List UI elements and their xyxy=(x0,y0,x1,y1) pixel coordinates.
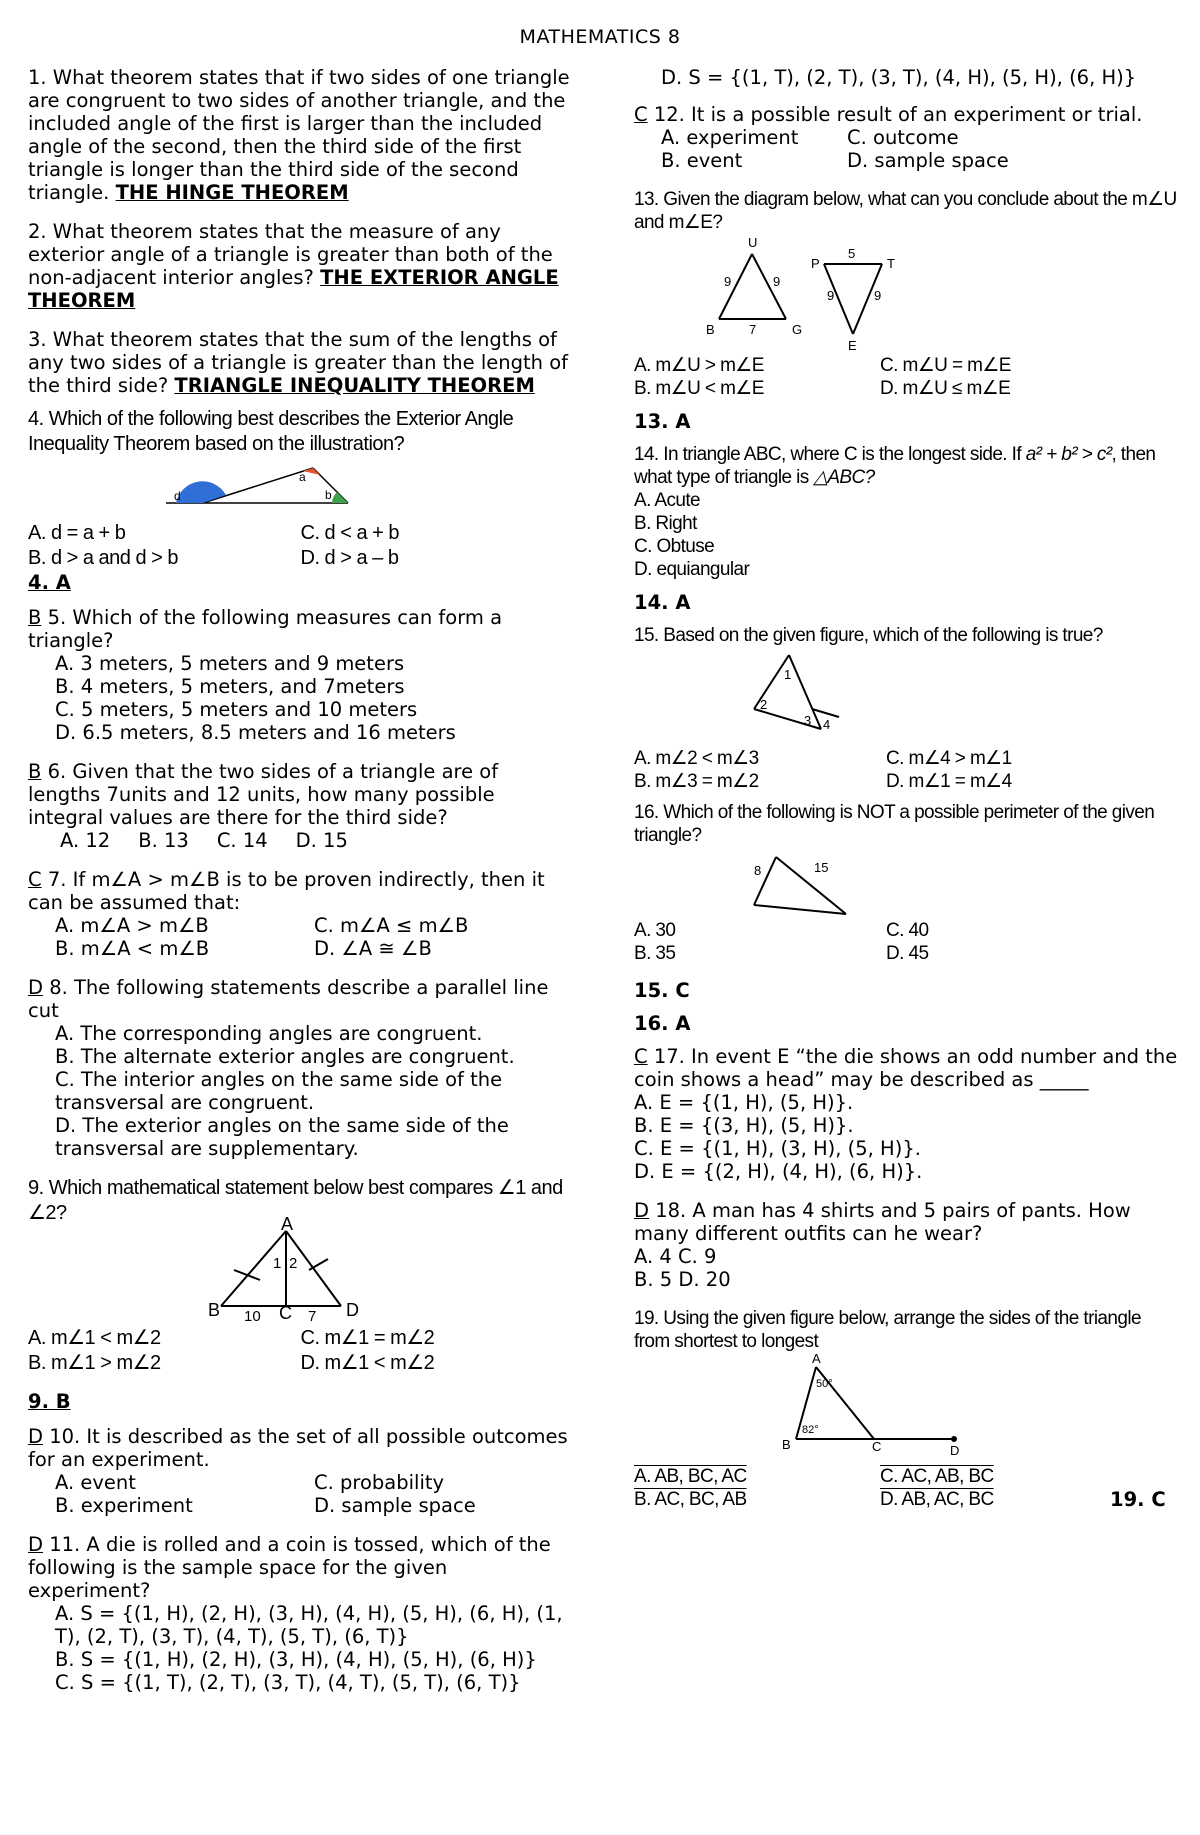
option-c: C. AC, AB, BC xyxy=(880,1466,994,1487)
angle-3-label: 3 xyxy=(804,713,812,728)
option-a: A. m∠2 < m∠3 xyxy=(634,748,759,769)
question-7-key: C xyxy=(28,868,42,891)
question-11 xyxy=(28,1533,573,1694)
option-c: C. d < a + b xyxy=(300,522,400,544)
question-16-options xyxy=(634,919,1179,965)
question-14-text-a: 14. In triangle ABC, where C is the longest side. If xyxy=(634,444,1026,465)
question-13 xyxy=(634,188,1179,433)
question-12-text: 12. It is a possible result of an experiment or trial. xyxy=(647,103,1143,126)
option-c: C. outcome xyxy=(847,126,959,149)
side-8-label: 8 xyxy=(754,863,762,878)
question-14-text-b: , then what type of triangle is xyxy=(634,444,1156,488)
option-c: C. The interior angles on the same side of the transversal are congruent. xyxy=(55,1068,503,1114)
question-8-text: 8. The following statements describe a parallel line cut xyxy=(28,976,549,1022)
option-b-d: B. 5 D. 20 xyxy=(634,1268,731,1291)
option-a: A. m∠U > m∠E xyxy=(634,355,764,376)
option-b: B. m∠3 = m∠2 xyxy=(634,771,759,792)
question-17 xyxy=(634,1045,1179,1183)
vertex-c-label: C xyxy=(279,1303,292,1323)
angle-82-label: 82° xyxy=(802,1424,819,1436)
option-b: B. 35 xyxy=(634,943,676,964)
triangle-sides-figure xyxy=(634,1353,1179,1465)
question-4-text: 4. Which of the following best describes the Exterior Angle Inequality Theorem based on the illustration? xyxy=(28,408,514,455)
vertex-p-label: P xyxy=(811,256,820,271)
question-19 xyxy=(634,1307,1179,1511)
option-a: A. E = {(1, H), (5, H)}. xyxy=(634,1091,854,1114)
option-c: C. Obtuse xyxy=(634,536,715,557)
question-4 xyxy=(28,407,573,594)
question-6-key: B xyxy=(28,760,42,783)
question-3 xyxy=(28,328,573,397)
option-b: B. experiment xyxy=(55,1494,193,1517)
question-18 xyxy=(634,1199,1179,1291)
label-a: a xyxy=(299,470,306,484)
option-d: D. sample space xyxy=(314,1494,476,1517)
option-d: D. sample space xyxy=(847,149,1009,172)
option-b: B. event xyxy=(661,149,743,172)
question-9-text: 9. Which mathematical statement below best compares ∠1 and ∠2? xyxy=(28,1177,563,1224)
option-a: A. m∠1 < m∠2 xyxy=(28,1327,161,1349)
question-12 xyxy=(634,103,1179,172)
option-d: D. E = {(2, H), (4, H), (6, H)}. xyxy=(634,1160,923,1183)
angle-1-label: 1 xyxy=(273,1255,282,1272)
option-b: B. m∠1 > m∠2 xyxy=(28,1352,161,1374)
question-8-key: D xyxy=(28,976,44,999)
option-a: A. 12 xyxy=(60,829,111,852)
option-b: B. m∠U < m∠E xyxy=(634,378,764,399)
question-9-answer: 9. B xyxy=(28,1390,71,1413)
question-15-options xyxy=(634,747,1179,793)
question-10 xyxy=(28,1425,573,1517)
page-title: MATHEMATICS 8 xyxy=(519,26,681,48)
vertex-u-label: U xyxy=(748,235,758,250)
question-18-text: 18. A man has 4 shirts and 5 pairs of pants. How many different outfits can he wear? xyxy=(634,1199,1131,1245)
side-9-left-label: 9 xyxy=(724,274,732,289)
question-3-text: 3. What theorem states that the sum of the lengths of any two sides of a triangle is greater than the length of the third side? xyxy=(28,328,569,397)
angle-1-label: 1 xyxy=(784,667,792,682)
side-9-b-label: 9 xyxy=(874,288,882,303)
question-3-answer: TRIANGLE INEQUALITY THEOREM xyxy=(174,374,535,397)
option-d: D. equiangular xyxy=(634,559,750,580)
option-b: B. S = {(1, H), (2, H), (3, H), (4, H), (5, H), (6, H)} xyxy=(55,1648,537,1671)
question-11-text: 11. A die is rolled and a coin is tossed, which of the following is the sample space for the given experiment? xyxy=(28,1533,551,1602)
vertex-e-label: E xyxy=(848,338,857,353)
question-7-text: 7. If m∠A > m∠B is to be proven indirectly, then it can be assumed that: xyxy=(28,868,545,914)
question-14-text xyxy=(634,443,1179,489)
option-c: C. m∠U = m∠E xyxy=(880,355,1011,376)
question-5-text: 5. Which of the following measures can form a triangle? xyxy=(28,606,503,652)
question-2 xyxy=(28,220,573,312)
option-d: D. d > a – b xyxy=(300,547,399,569)
option-d: D. 45 xyxy=(886,943,929,964)
question-17-key: C xyxy=(634,1045,648,1068)
segment-10-label: 10 xyxy=(244,1308,261,1325)
vertex-b-label: B xyxy=(208,1300,221,1320)
question-13-options xyxy=(634,354,1179,400)
option-d: D. m∠1 = m∠4 xyxy=(886,771,1012,792)
option-d: D. 6.5 meters, 8.5 meters and 16 meters xyxy=(55,721,456,744)
option-a: A. d = a + b xyxy=(28,522,126,544)
two-triangles-figure xyxy=(634,234,1179,354)
angle-b-marker xyxy=(332,492,348,503)
option-c: C. 5 meters, 5 meters and 10 meters xyxy=(55,698,418,721)
option-d: D. ∠A ≅ ∠B xyxy=(314,937,432,960)
question-11-option-d xyxy=(661,66,1179,89)
option-d: D. m∠1 < m∠2 xyxy=(300,1352,435,1374)
question-11-key: D xyxy=(28,1533,44,1556)
question-9 xyxy=(28,1176,573,1413)
question-12-key: C xyxy=(634,103,648,126)
question-19-options xyxy=(634,1465,1070,1511)
question-16-text: 16. Which of the following is NOT a possible perimeter of the given triangle? xyxy=(634,802,1155,846)
question-14-formula-c: c² xyxy=(1096,444,1112,465)
question-14-options xyxy=(634,489,1179,581)
left-column xyxy=(28,66,573,1710)
side-9-right-label: 9 xyxy=(773,274,781,289)
question-17-text: 17. In event E “the die shows an odd number and the coin shows a head” may be described as _____ xyxy=(634,1045,1178,1091)
vertex-b-label: B xyxy=(706,322,715,337)
question-14 xyxy=(634,443,1179,614)
question-13-answer: 13. A xyxy=(634,410,691,433)
option-a: A. event xyxy=(55,1471,136,1494)
side-9-a-label: 9 xyxy=(827,288,835,303)
option-c: C. m∠4 > m∠1 xyxy=(886,748,1012,769)
right-column xyxy=(634,66,1179,1527)
option-b: B. 13 xyxy=(138,829,189,852)
label-d: d xyxy=(174,489,181,503)
option-a: A. AB, BC, AC xyxy=(634,1466,747,1487)
option-c: C. m∠1 = m∠2 xyxy=(300,1327,435,1349)
option-c: C. m∠A ≤ m∠B xyxy=(314,914,469,937)
exterior-angle-figure xyxy=(28,457,573,513)
side-7-label: 7 xyxy=(749,322,757,337)
vertex-b-label: B xyxy=(782,1437,791,1452)
question-10-key: D xyxy=(28,1425,44,1448)
option-a: A. m∠A > m∠B xyxy=(55,914,209,937)
question-6-text: 6. Given that the two sides of a triangle are of lengths 7units and 12 units, how many possible integral values are there for the third side? xyxy=(28,760,499,829)
option-a: A. 3 meters, 5 meters and 9 meters xyxy=(55,652,405,675)
question-15 xyxy=(634,624,1179,793)
option-d: D. 15 xyxy=(295,829,348,852)
option-a: A. experiment xyxy=(661,126,799,149)
option-a: A. Acute xyxy=(634,490,700,511)
question-14-formula: a² + b² > xyxy=(1025,444,1093,465)
question-15-text: 15. Based on the given figure, which of the following is true? xyxy=(634,625,1103,646)
option-d: D. m∠U ≤ m∠E xyxy=(880,378,1011,399)
question-10-text: 10. It is described as the set of all possible outcomes for an experiment. xyxy=(28,1425,568,1471)
segment-7-label: 7 xyxy=(308,1308,317,1325)
option-c: C. 14 xyxy=(216,829,268,852)
question-19-options-row xyxy=(634,1465,1179,1511)
question-1-text: 1. What theorem states that if two sides of one triangle are congruent to two sides of another triangle, and the included angle of the first is larger than the included angle of the second, then the third side of the first triangle is longer than the third side of the second triangle. xyxy=(28,66,570,204)
question-13-text: 13. Given the diagram below, what can you conclude about the m∠U and m∠E? xyxy=(634,189,1177,233)
angle-2-label: 2 xyxy=(760,697,768,712)
question-4-answer: 4. A xyxy=(28,571,71,594)
option-b: B. The alternate exterior angles are congruent. xyxy=(55,1045,515,1068)
question-19-answer: 19. C xyxy=(1110,1488,1166,1511)
angle-d-marker xyxy=(176,481,226,503)
option-d: D. The exterior angles on the same side of the transversal are supplementary. xyxy=(55,1114,509,1160)
option-a: A. S = {(1, H), (2, H), (3, H), (4, H), (5, H), (6, H), (1, T), (2, T), (3, T), (4, T), (5, T), (6, T)} xyxy=(55,1602,563,1648)
option-b: B. AC, BC, AB xyxy=(634,1489,747,1510)
vertex-a-label: A xyxy=(281,1214,294,1234)
question-6 xyxy=(28,760,573,852)
option-b: B. 4 meters, 5 meters, and 7meters xyxy=(55,675,405,698)
option-a: A. The corresponding angles are congruent. xyxy=(55,1022,483,1045)
triangle-angles-figure xyxy=(634,647,1179,747)
question-14-triangle: △ABC? xyxy=(813,467,875,488)
vertex-a-label: A xyxy=(812,1351,821,1366)
angle-4-label: 4 xyxy=(823,717,831,732)
question-2-answer: THE EXTERIOR ANGLE THEOREM xyxy=(28,266,559,312)
option-c: C. probability xyxy=(314,1471,445,1494)
question-1-answer: THE HINGE THEOREM xyxy=(115,181,349,204)
option-b: B. d > a and d > b xyxy=(28,547,179,569)
vertex-d-label: D xyxy=(950,1443,960,1458)
question-8 xyxy=(28,976,573,1160)
option-c: C. E = {(1, H), (3, H), (5, H)}. xyxy=(634,1137,921,1160)
question-9-options xyxy=(28,1326,573,1376)
isosceles-triangle-figure xyxy=(28,1214,573,1325)
question-14-answer: 14. A xyxy=(634,591,691,614)
side-5-label: 5 xyxy=(848,246,856,261)
angle-2-label: 2 xyxy=(289,1255,298,1272)
option-a-c: A. 4 C. 9 xyxy=(634,1245,717,1268)
question-2-text: 2. What theorem states that the measure of any exterior angle of a triangle is greater than both of the non-adjacent interior angles? xyxy=(28,220,553,289)
question-1 xyxy=(28,66,573,204)
question-16 xyxy=(634,801,1179,1035)
question-16-answer: 16. A xyxy=(634,1012,691,1035)
question-4-options xyxy=(28,521,573,571)
vertex-t-label: T xyxy=(887,256,895,271)
option-b: B. E = {(3, H), (5, H)}. xyxy=(634,1114,854,1137)
angle-50-label: 50° xyxy=(816,1378,833,1390)
label-b: b xyxy=(325,488,332,502)
option-b: B. m∠A < m∠B xyxy=(55,937,210,960)
question-5-key: B xyxy=(28,606,42,629)
option-c: C. 40 xyxy=(886,920,929,941)
vertex-c-label: C xyxy=(872,1439,882,1454)
vertex-g-label: G xyxy=(792,322,803,337)
option-d: D. AB, AC, BC xyxy=(880,1489,994,1510)
question-7 xyxy=(28,868,573,960)
question-18-key: D xyxy=(634,1199,650,1222)
vertex-d-label: D xyxy=(346,1300,359,1320)
question-19-text: 19. Using the given figure below, arrange the sides of the triangle from shortest to longest xyxy=(634,1308,1141,1352)
option-b: B. Right xyxy=(634,513,697,534)
perimeter-triangle-figure xyxy=(634,847,1179,919)
side-15-label: 15 xyxy=(814,860,829,875)
option-c: C. S = {(1, T), (2, T), (3, T), (4, T), (5, T), (6, T)} xyxy=(55,1671,521,1694)
question-5 xyxy=(28,606,573,744)
option-d: D. S = {(1, T), (2, T), (3, T), (4, H), (5, H), (6, H)} xyxy=(661,66,1137,89)
option-a: A. 30 xyxy=(634,920,676,941)
question-15-answer: 15. C xyxy=(634,979,690,1002)
